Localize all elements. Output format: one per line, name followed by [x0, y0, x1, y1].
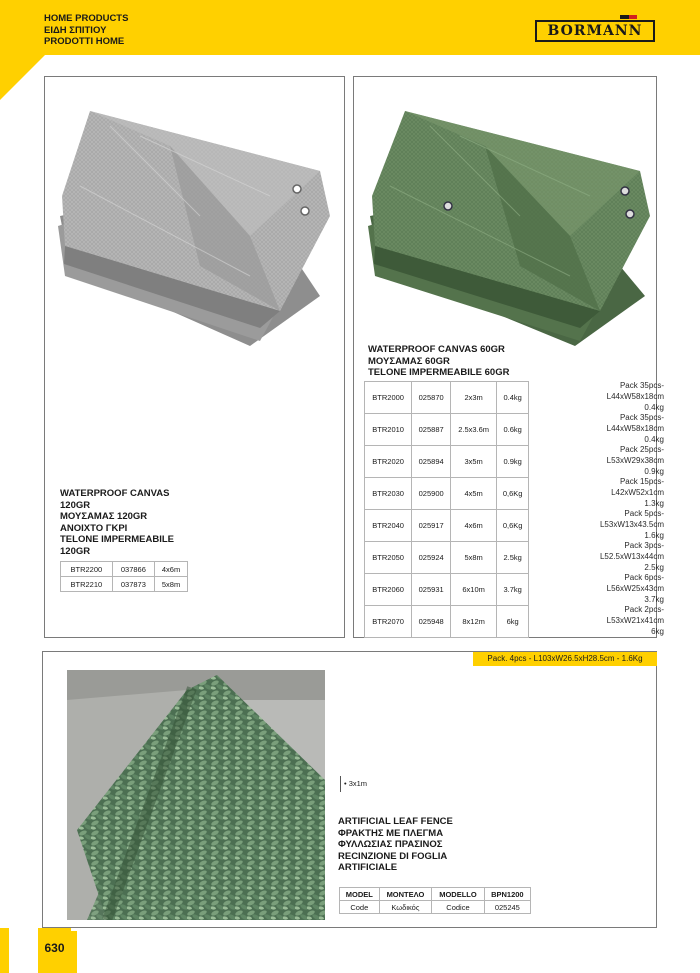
size-cell: 2.5x3.6m	[451, 414, 497, 446]
header-cell: MODEL	[340, 888, 380, 901]
table-cell: Codice	[432, 901, 484, 914]
model-cell: BTR2040	[365, 510, 412, 542]
page-number-accent	[71, 931, 77, 973]
code-cell: 025948	[412, 606, 451, 638]
size-cell: 2x3m	[451, 382, 497, 414]
size-cell: 3x5m	[451, 446, 497, 478]
title-line: ARTIFICIALE	[338, 862, 398, 873]
category-line-en: HOME PRODUCTS	[44, 13, 129, 24]
category-line-el: ΕΙΔΗ ΣΠΙΤΙΟΥ	[44, 24, 107, 36]
code-cell: 037866	[112, 562, 154, 577]
size-cell: 4x5m	[451, 478, 497, 510]
table-header-row	[340, 888, 531, 901]
model-cell: BTR2200	[61, 562, 113, 577]
table-row	[365, 414, 529, 446]
title-line: WATERPROOF CANVAS 60GR	[368, 344, 505, 355]
table-row	[365, 382, 529, 414]
pack-info-item: Pack 3pcs- L52.5xW13x44cm 2.5kg	[599, 541, 664, 572]
code-cell: 025924	[412, 542, 451, 574]
grey-tarpaulin-image	[50, 96, 345, 356]
model-cell: BTR2000	[365, 382, 412, 414]
weight-cell: 0,6Kg	[497, 478, 529, 510]
weight-cell: 0.4kg	[497, 382, 529, 414]
title-line: TELONE IMPERMEABILE	[60, 534, 175, 545]
code-cell: 025900	[412, 478, 451, 510]
leaf-fence-spec-table	[339, 887, 531, 914]
table-row	[365, 510, 529, 542]
title-line: RECINZIONE DI FOGLIA	[338, 850, 448, 862]
page-number: 630	[38, 928, 71, 973]
grey-tarp-spec-table	[60, 561, 188, 592]
pack-note: Pack. 4pcs - L103xW26.5xH28.5cm - 1.6Kg	[487, 654, 643, 663]
leaf-fence-title	[338, 816, 538, 874]
table-row	[61, 562, 188, 577]
table-row	[365, 574, 529, 606]
table-row	[365, 478, 529, 510]
category-line-it: PRODOTTI HOME	[44, 36, 125, 47]
weight-cell: 3.7kg	[497, 574, 529, 606]
page-edge-bar	[0, 928, 9, 973]
model-cell: BTR2070	[365, 606, 412, 638]
header-cell: MODELLO	[432, 888, 484, 901]
pack-info-list	[540, 381, 664, 637]
weight-cell: 0,6Kg	[497, 510, 529, 542]
table-row	[365, 606, 529, 638]
grey-tarp-title	[60, 488, 260, 557]
model-cell: BTR2060	[365, 574, 412, 606]
table-row	[340, 901, 531, 914]
table-cell: 025245	[484, 901, 530, 914]
green-tarpaulin-image	[360, 96, 660, 351]
weight-cell: 6kg	[497, 606, 529, 638]
size-cell: 5x8m	[155, 577, 188, 592]
pack-info-item: Pack 5pcs- L53xW13x43.5cm 1.6kg	[599, 509, 664, 540]
pack-info-item: Pack 15pcs- L42xW52x1cm 1.3kg	[611, 477, 664, 508]
weight-cell: 0.9kg	[497, 446, 529, 478]
pack-info-item: Pack 25pcs- L53xW29x38cm 0.9kg	[606, 445, 664, 476]
category-title	[44, 13, 128, 48]
table-row	[61, 577, 188, 592]
weight-cell: 2.5kg	[497, 542, 529, 574]
flag-stripe-icon	[620, 15, 646, 19]
size-cell: 8x12m	[451, 606, 497, 638]
size-cell: 4x6m	[155, 562, 188, 577]
code-cell: 025887	[412, 414, 451, 446]
code-cell: 025870	[412, 382, 451, 414]
title-line: TELONE IMPERMEABILE 60GR	[368, 367, 510, 378]
brand-logo: BORMANN	[535, 20, 655, 42]
table-row	[365, 542, 529, 574]
size-cell: 4x6m	[451, 510, 497, 542]
pack-info-item: Pack 35pcs- L44xW58x18cm 0.4kg	[606, 413, 664, 444]
pack-info-item: Pack 35pcs- L44xW58x18cm 0.4kg	[606, 381, 664, 412]
title-line: WATERPROOF CANVAS	[60, 488, 170, 499]
size-cell: 6x10m	[451, 574, 497, 606]
model-cell: BTR2050	[365, 542, 412, 574]
size-cell: 5x8m	[451, 542, 497, 574]
code-cell: 025917	[412, 510, 451, 542]
green-tarp-spec-table	[364, 381, 529, 638]
title-line: 120GR	[60, 499, 91, 511]
model-cell: BTR2210	[61, 577, 113, 592]
pack-info-item: Pack 6pcs- L56xW25x43cm 3.7kg	[606, 573, 664, 604]
header-corner-decoration	[0, 55, 45, 100]
green-tarp-title	[368, 344, 568, 379]
title-line: ARTIFICIAL LEAF FENCE	[338, 816, 453, 827]
code-cell: 025894	[412, 446, 451, 478]
leaf-fence-roll-image	[67, 670, 325, 920]
table-cell: Code	[340, 901, 380, 914]
model-cell: BTR2020	[365, 446, 412, 478]
header-cell: ΜΟΝΤΕΛΟ	[379, 888, 432, 901]
model-cell: BTR2030	[365, 478, 412, 510]
title-line: ΜΟΥΣΑΜΑΣ 120GR	[60, 511, 148, 522]
title-line: 120GR	[60, 545, 91, 557]
table-cell: Κωδικός	[379, 901, 432, 914]
title-line: ΜΟΥΣΑΜΑΣ 60GR	[368, 355, 450, 367]
code-cell: 025931	[412, 574, 451, 606]
size-label: • 3x1m	[340, 776, 367, 792]
table-row	[365, 446, 529, 478]
code-cell: 037873	[112, 577, 154, 592]
weight-cell: 0.6kg	[497, 414, 529, 446]
title-line: ΦΥΛΛΩΣΙΑΣ ΠΡΑΣΙΝΟΣ	[338, 839, 443, 850]
pack-info-item: Pack 2pcs- L53xW21x41cm 6kg	[606, 605, 664, 636]
header-cell: BPN1200	[484, 888, 530, 901]
title-line: ΦΡΑΚΤΗΣ ΜΕ ΠΛΕΓΜΑ	[338, 827, 444, 839]
model-cell: BTR2010	[365, 414, 412, 446]
title-line: ΑΝΟΙΧΤΟ ΓΚΡΙ	[60, 522, 128, 534]
